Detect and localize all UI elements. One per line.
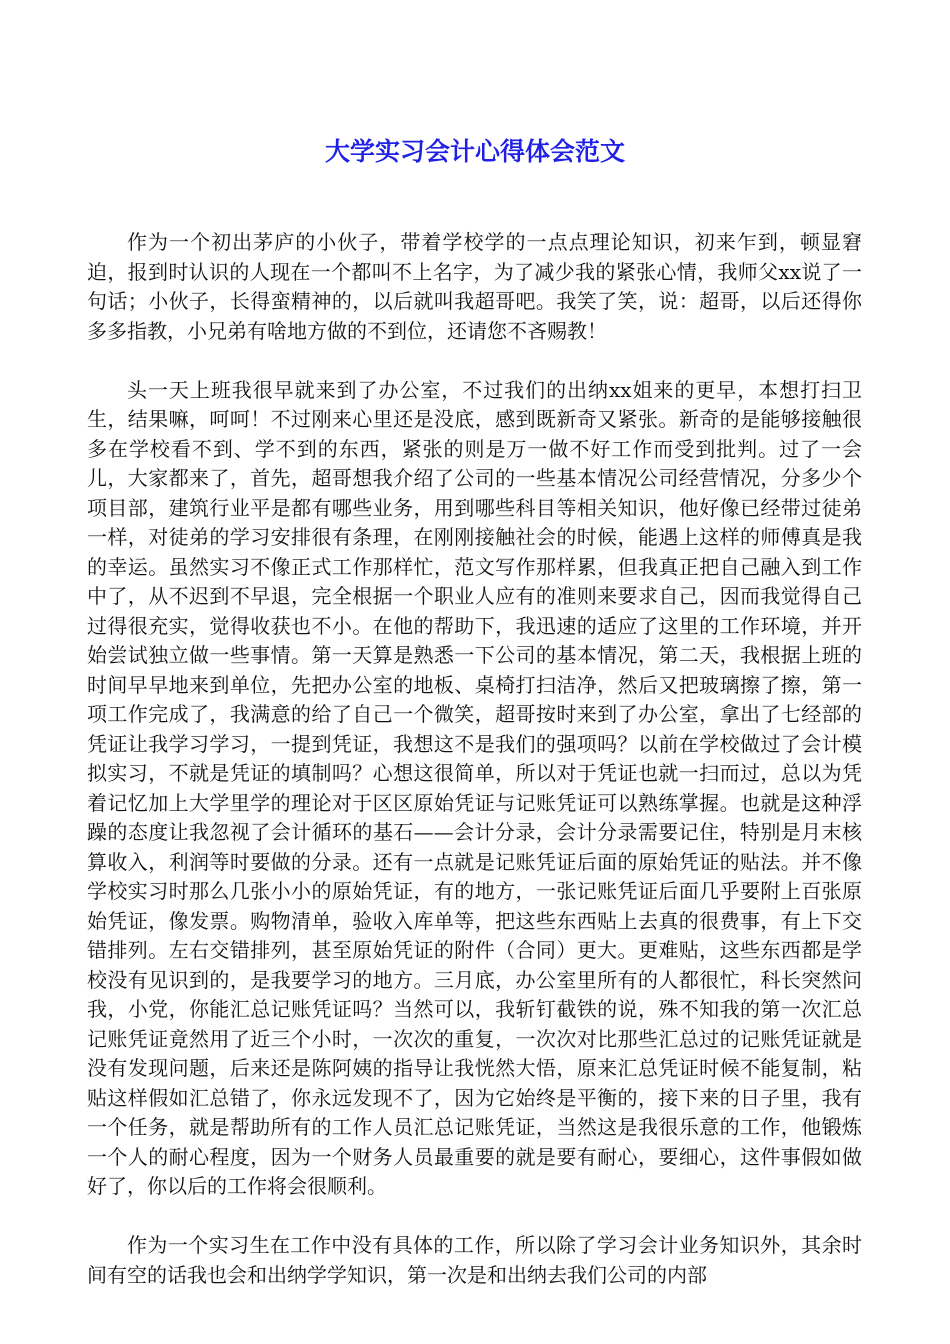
paragraph: 作为一个实习生在工作中没有具体的工作，所以除了学习会计业务知识外，其余时间有空的话我也会和出纳学学知识，第一次是和出纳去我们公司的内部 <box>87 1233 862 1287</box>
document-body <box>87 228 862 1290</box>
paragraph: 头一天上班我很早就来到了办公室，不过我们的出纳xx姐来的更早，本想打扫卫生，结果嘛，呵呵！不过刚来心里还是没底，感到既新奇又紧张。新奇的是能够接触很多在学校看不到、学不到的东西，紧张的则是万一做不好工作而受到批判。过了一会儿，大家都来了，首先，超哥想我介绍了公司的一些基本情况公司经营情况，分多少个项目部，建筑行业平是都有哪些业务，用到哪些科目等相关知识，他好像已经带过徒弟一样，对徒弟的学习安排很有条理，在刚刚接触社会的时候，能遇上这样的师傅真是我的幸运。虽然实习不像正式工作那样忙，范文写作那样累，但我真正把自己融入到工作中了，从不迟到不早退，完全根据一个职业人应有的准则来要求自己，因而我觉得自己过得很充实，觉得收获也不小。在他的帮助下，我迅速的适应了这里的工作环境，并开始尝试独立做一些事情。第一天算是熟悉一下公司的基本情况，第二天，我根据上班的时间早早地来到单位，先把办公室的地板、桌椅打扫洁净，然后又把玻璃擦了擦，第一项工作完成了，我满意的给了自己一个微笑，超哥按时来到了办公室，拿出了七经部的凭证让我学习学习，一提到凭证，我想这不是我们的强项吗？以前在学校做过了会计模拟实习，不就是凭证的填制吗？心想这很简单，所以对于凭证也就一扫而过，总以为凭着记忆加上大学里学的理论对于区区原始凭证与记账凭证可以熟练掌握。也就是这种浮躁的态度让我忽视了会计循环的基石——会计分录，会计分录需要记住，特别是月末核算收入，利润等时要做的分录。还有一点就是记账凭证后面的原始凭证的贴法。并不像学校实习时那么几张小小的原始凭证，有的地方，一张记账凭证后面几乎要附上百张原始凭证，像发票。购物清单，验收入库单等，把这些东西贴上去真的很费事，有上下交错排列。左右交错排列，甚至原始凭证的附件（合同）更大。更难贴，这些东西都是学校没有见识到的，是我要学习的地方。三月底，办公室里所有的人都很忙，科长突然问我，小党，你能汇总记账凭证吗？当然可以，我斩钉截铁的说，殊不知我的第一次汇总记账凭证竟然用了近三个小时，一次次的重复，一次次对比那些汇总过的记账凭证就是没有发现问题，后来还是陈阿姨的指导让我恍然大悟，原来汇总凭证时候不能复制，粘贴这样假如汇总错了，你永远发现不了，因为它始终是平衡的，接下来的日子里，我有一个任务，就是帮助所有的工作人员汇总记账凭证，当然这是我很乐意的工作，他锻炼一个人的耐心程度，因为一个财务人员最重要的就是要有耐心，要细心，这件事假如做好了，你以后的工作将会很顺利。 <box>87 377 862 1198</box>
document-title: 大学实习会计心得体会范文 <box>324 137 625 166</box>
paragraph: 作为一个初出茅庐的小伙子，带着学校学的一点点理论知识，初来乍到，顿显窘迫，报到时认识的人现在一个都叫不上名字，为了减少我的紧张心情，我师父xx说了一句话；小伙子，长得蛮精神的，以后就叫我超哥吧。我笑了笑，说：超哥，以后还得你多多指教，小兄弟有啥地方做的不到位，还请您不吝赐教！ <box>87 230 862 343</box>
